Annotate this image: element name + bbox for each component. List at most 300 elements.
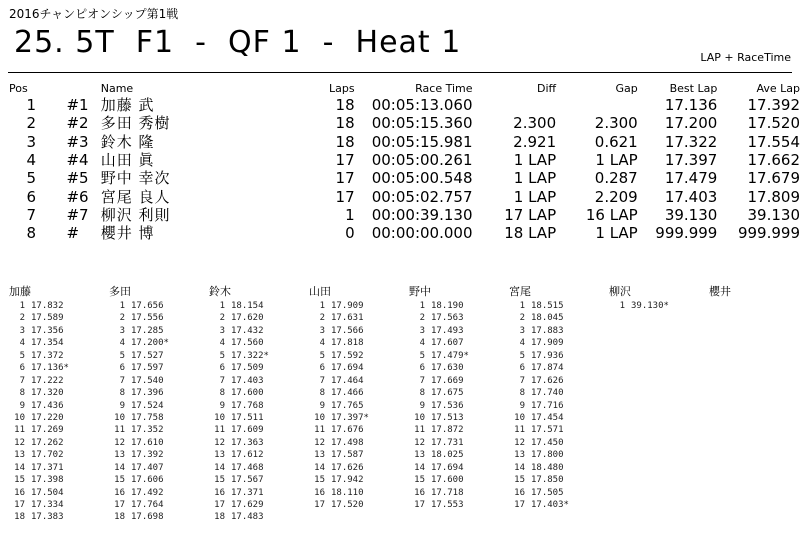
lap-time-entry xyxy=(209,362,304,374)
lap-time-entry xyxy=(409,474,504,486)
lap-number: 8 xyxy=(519,388,525,399)
lap-time: 17.629 xyxy=(231,500,264,510)
lap-time-entry xyxy=(509,387,604,399)
lap-time-entry xyxy=(209,337,304,349)
lap-time-entry xyxy=(209,387,304,399)
result-ave-lap: 17.554 xyxy=(747,132,800,151)
lap-number: 12 xyxy=(514,437,525,448)
lap-time: 17.511 xyxy=(231,412,264,423)
lap-time-entry xyxy=(309,350,404,362)
lap-time-entry xyxy=(409,499,504,511)
lap-time-entry xyxy=(409,300,504,312)
lap-time-entry xyxy=(109,325,204,337)
lap-time: 17.626 xyxy=(531,375,564,386)
lap-time: 17.571 xyxy=(531,425,564,436)
lap-time-entry xyxy=(9,412,104,424)
lap-column xyxy=(509,285,604,511)
lap-time: 17.698 xyxy=(131,512,164,523)
lap-number: 7 xyxy=(319,375,325,386)
result-gap: 2.300 xyxy=(594,114,638,133)
lap-number: 6 xyxy=(519,363,525,374)
lap-time-entry xyxy=(509,437,604,449)
event-name: 2016チャンピオンシップ第1戦 xyxy=(9,7,179,21)
lap-time: 17.436 xyxy=(31,400,64,411)
lap-time: 17.136* xyxy=(31,363,69,374)
lap-time: 17.396 xyxy=(131,388,164,399)
result-ave-lap: 39.130 xyxy=(747,205,800,224)
lap-number: 10 xyxy=(14,412,25,423)
lap-number: 16 xyxy=(414,487,425,498)
lap-time-entry xyxy=(309,412,404,424)
lap-time: 39.130* xyxy=(631,301,669,311)
result-race-time: 00:05:13.060 xyxy=(371,96,473,115)
lap-time: 17.454 xyxy=(531,412,564,423)
lap-number: 3 xyxy=(419,325,425,336)
lap-number: 5 xyxy=(519,350,525,361)
result-ave-lap: 17.392 xyxy=(747,96,800,115)
result-gap: 16 LAP xyxy=(585,205,638,224)
lap-time-entry xyxy=(309,337,404,349)
lap-number: 17 xyxy=(314,500,325,510)
lap-time-entry xyxy=(209,462,304,474)
lap-number: 9 xyxy=(219,400,225,411)
lap-time: 17.874 xyxy=(531,363,564,374)
lap-time: 17.363 xyxy=(231,437,264,448)
lap-time: 17.592 xyxy=(331,350,364,361)
lap-time: 18.190 xyxy=(431,301,464,311)
lap-number: 12 xyxy=(314,437,325,448)
lap-time-entry xyxy=(209,375,304,387)
lap-time-entry xyxy=(309,437,404,449)
lap-number: 11 xyxy=(214,425,225,436)
lap-number: 2 xyxy=(219,313,225,324)
result-position: 2 xyxy=(26,114,36,133)
lap-time-entry xyxy=(9,337,104,349)
lap-time: 17.606 xyxy=(131,475,164,486)
lap-time: 17.612 xyxy=(231,450,264,461)
lap-time-entry xyxy=(109,362,204,374)
column-header-laps: Laps xyxy=(329,82,355,95)
lap-number: 11 xyxy=(14,425,25,436)
lap-number: 16 xyxy=(14,487,25,498)
lap-time-entry xyxy=(509,499,604,511)
lap-time: 17.371 xyxy=(31,462,64,473)
lap-time: 17.631 xyxy=(331,313,364,324)
lap-number: 14 xyxy=(414,462,425,473)
result-laps: 18 xyxy=(335,114,355,133)
lap-time: 17.560 xyxy=(231,338,264,349)
lap-number: 8 xyxy=(119,388,125,399)
lap-time-entry xyxy=(109,449,204,461)
lap-number: 15 xyxy=(114,475,125,486)
lap-number: 9 xyxy=(19,400,25,411)
lap-time: 17.850 xyxy=(531,475,564,486)
lap-number: 1 xyxy=(419,301,425,311)
lap-number: 12 xyxy=(114,437,125,448)
lap-time: 17.607 xyxy=(431,338,464,349)
lap-time: 17.527 xyxy=(131,350,164,361)
result-gap xyxy=(556,96,638,114)
result-laps: 18 xyxy=(335,96,355,115)
lap-number: 11 xyxy=(514,425,525,436)
lap-time: 17.403 xyxy=(231,375,264,386)
result-diff: 2.300 xyxy=(513,114,557,133)
result-race-time: 00:05:02.757 xyxy=(371,187,473,206)
lap-time-entry xyxy=(109,350,204,362)
lap-number: 16 xyxy=(514,487,525,498)
lap-number: 10 xyxy=(414,412,425,423)
lap-number: 1 xyxy=(119,301,125,311)
result-car-number: #6 xyxy=(66,187,89,206)
lap-column xyxy=(409,285,504,511)
lap-number: 12 xyxy=(14,437,25,448)
result-gap: 1 LAP xyxy=(595,224,638,243)
lap-time-entry xyxy=(9,437,104,449)
result-best-lap: 17.403 xyxy=(664,187,718,206)
lap-time-entry xyxy=(609,300,704,312)
result-gap: 2.209 xyxy=(594,187,638,206)
lap-time: 17.718 xyxy=(431,487,464,498)
lap-time-entry xyxy=(109,375,204,387)
result-race-time: 00:00:39.130 xyxy=(371,205,473,224)
result-car-number: #5 xyxy=(66,169,89,188)
lap-number: 4 xyxy=(219,338,225,349)
result-race-time: 00:00:00.000 xyxy=(371,224,473,243)
lap-time: 17.479* xyxy=(431,350,469,361)
result-driver-name: 多田 秀樹 xyxy=(100,114,171,133)
lap-time: 17.483 xyxy=(231,512,264,523)
lap-time: 17.524 xyxy=(131,400,164,411)
lap-time-entry xyxy=(409,312,504,324)
lap-time: 17.513 xyxy=(431,412,464,423)
result-laps: 17 xyxy=(335,151,355,170)
lap-time-entry xyxy=(309,462,404,474)
result-best-lap: 39.130 xyxy=(664,205,718,224)
result-driver-name: 柳沢 利則 xyxy=(100,205,171,224)
lap-time: 18.515 xyxy=(531,301,564,311)
lap-number: 2 xyxy=(319,313,325,324)
lap-time: 17.694 xyxy=(331,363,364,374)
lap-time-entry xyxy=(309,474,404,486)
lap-number: 3 xyxy=(519,325,525,336)
lap-number: 18 xyxy=(214,512,225,523)
result-position: 4 xyxy=(26,151,36,170)
lap-time: 17.702 xyxy=(31,450,64,461)
result-position: 7 xyxy=(26,205,36,224)
lap-number: 7 xyxy=(519,375,525,386)
lap-time: 17.563 xyxy=(431,313,464,324)
lap-number: 11 xyxy=(414,425,425,436)
lap-time: 17.567 xyxy=(231,475,264,486)
result-car-number: #7 xyxy=(66,205,89,224)
lap-number: 13 xyxy=(514,450,525,461)
lap-time-entry xyxy=(409,362,504,374)
lap-number: 16 xyxy=(114,487,125,498)
result-row xyxy=(0,206,800,224)
lap-time: 17.468 xyxy=(231,462,264,473)
result-diff: 2.921 xyxy=(513,132,557,151)
lap-time: 17.716 xyxy=(531,400,564,411)
result-car-number: #3 xyxy=(66,132,89,151)
lap-column xyxy=(609,285,704,312)
lap-number: 5 xyxy=(219,350,225,361)
lap-number: 14 xyxy=(314,462,325,473)
result-position: 1 xyxy=(26,96,36,115)
lap-time: 17.403* xyxy=(531,500,569,510)
lap-time: 17.383 xyxy=(31,512,64,523)
lap-time: 17.597 xyxy=(131,363,164,374)
lap-number: 11 xyxy=(314,425,325,436)
lap-time: 17.556 xyxy=(131,313,164,324)
result-best-lap: 17.200 xyxy=(664,114,718,133)
lap-time: 18.480 xyxy=(531,462,564,473)
lap-time-entry xyxy=(509,400,604,412)
lap-number: 18 xyxy=(14,512,25,523)
lap-time-entry xyxy=(309,499,404,511)
lap-time-entry xyxy=(209,424,304,436)
lap-number: 8 xyxy=(219,388,225,399)
lap-number: 8 xyxy=(319,388,325,399)
lap-column xyxy=(309,285,404,511)
lap-number: 18 xyxy=(114,512,125,523)
result-row xyxy=(0,187,800,205)
lap-number: 1 xyxy=(519,301,525,311)
lap-time: 17.320 xyxy=(31,388,64,399)
lap-time-entry xyxy=(409,487,504,499)
lap-time-entry xyxy=(9,387,104,399)
result-row xyxy=(0,151,800,169)
lap-time-entry xyxy=(109,424,204,436)
lap-time: 17.566 xyxy=(331,325,364,336)
lap-time-entry xyxy=(9,424,104,436)
result-row xyxy=(0,114,800,132)
result-row xyxy=(0,96,800,114)
lap-time: 17.765 xyxy=(331,400,364,411)
lap-column-driver: 宮尾 xyxy=(509,285,531,298)
result-position: 3 xyxy=(26,132,36,151)
lap-time: 17.764 xyxy=(131,500,164,510)
lap-number: 14 xyxy=(214,462,225,473)
lap-number: 13 xyxy=(114,450,125,461)
lap-time-entry xyxy=(409,412,504,424)
result-race-time: 00:05:15.981 xyxy=(371,132,473,151)
result-car-number: # xyxy=(66,224,80,243)
result-laps: 1 xyxy=(345,205,355,224)
lap-time: 17.600 xyxy=(431,475,464,486)
lap-time-entry xyxy=(309,300,404,312)
lap-time: 17.262 xyxy=(31,437,64,448)
lap-time: 17.731 xyxy=(431,437,464,448)
result-best-lap: 17.322 xyxy=(664,132,718,151)
lap-number: 17 xyxy=(514,500,525,510)
result-row xyxy=(0,224,800,242)
lap-time: 17.509 xyxy=(231,363,264,374)
column-header-gap: Gap xyxy=(615,82,638,95)
lap-time-entry xyxy=(109,511,204,523)
lap-number: 13 xyxy=(14,450,25,461)
lap-time-entry xyxy=(9,487,104,499)
result-ave-lap: 17.662 xyxy=(747,151,800,170)
lap-time: 17.432 xyxy=(231,325,264,336)
lap-time-entry xyxy=(509,487,604,499)
lap-time-entry xyxy=(209,511,304,523)
lap-number: 14 xyxy=(514,462,525,473)
lap-time: 17.352 xyxy=(131,425,164,436)
lap-time: 17.200* xyxy=(131,338,169,349)
lap-time-entry xyxy=(9,499,104,511)
lap-time-entry xyxy=(509,362,604,374)
lap-time: 17.609 xyxy=(231,425,264,436)
lap-number: 6 xyxy=(119,363,125,374)
result-ave-lap: 17.679 xyxy=(747,169,800,188)
lap-time-entry xyxy=(509,375,604,387)
lap-time-entry xyxy=(309,424,404,436)
lap-number: 2 xyxy=(19,313,25,324)
lap-time-entry xyxy=(509,449,604,461)
lap-time: 17.818 xyxy=(331,338,364,349)
lap-time: 17.600 xyxy=(231,388,264,399)
lap-time: 17.676 xyxy=(331,425,364,436)
lap-time-entry xyxy=(109,312,204,324)
lap-number: 16 xyxy=(314,487,325,498)
lap-number: 6 xyxy=(319,363,325,374)
lap-time-entry xyxy=(209,437,304,449)
lap-number: 13 xyxy=(414,450,425,461)
lap-number: 2 xyxy=(519,313,525,324)
header-divider xyxy=(8,72,792,73)
lap-time-entry xyxy=(9,511,104,523)
lap-number: 17 xyxy=(114,500,125,510)
lap-time: 17.392 xyxy=(131,450,164,461)
lap-time-entry xyxy=(209,400,304,412)
lap-number: 14 xyxy=(14,462,25,473)
result-gap: 1 LAP xyxy=(595,151,638,170)
lap-time-entry xyxy=(409,375,504,387)
lap-number: 1 xyxy=(219,301,225,311)
lap-number: 3 xyxy=(219,325,225,336)
lap-time-entry xyxy=(309,362,404,374)
lap-number: 3 xyxy=(319,325,325,336)
lap-time: 17.285 xyxy=(131,325,164,336)
lap-time: 17.832 xyxy=(31,301,64,311)
lap-time: 17.800 xyxy=(531,450,564,461)
lap-time: 17.466 xyxy=(331,388,364,399)
lap-number: 4 xyxy=(519,338,525,349)
result-race-time: 00:05:00.261 xyxy=(371,151,473,170)
lap-time: 17.909 xyxy=(531,338,564,349)
lap-number: 10 xyxy=(214,412,225,423)
lap-number: 4 xyxy=(419,338,425,349)
lap-time-entry xyxy=(209,449,304,461)
lap-number: 8 xyxy=(419,388,425,399)
lap-time-entry xyxy=(9,474,104,486)
lap-time-entry xyxy=(9,312,104,324)
lap-number: 5 xyxy=(19,350,25,361)
lap-time: 18.154 xyxy=(231,301,264,311)
lap-number: 15 xyxy=(14,475,25,486)
lap-time: 17.536 xyxy=(431,400,464,411)
column-header-number xyxy=(62,82,100,96)
lap-time: 17.520 xyxy=(331,500,364,510)
lap-number: 13 xyxy=(214,450,225,461)
lap-time-entry xyxy=(9,449,104,461)
lap-number: 1 xyxy=(319,301,325,311)
lap-time: 17.464 xyxy=(331,375,364,386)
lap-number: 2 xyxy=(119,313,125,324)
lap-time-entry xyxy=(309,387,404,399)
result-gap: 0.621 xyxy=(594,132,638,151)
lap-time-entry xyxy=(309,449,404,461)
result-laps: 17 xyxy=(335,187,355,206)
lap-time-entry xyxy=(109,400,204,412)
lap-time: 17.872 xyxy=(431,425,464,436)
lap-number: 6 xyxy=(219,363,225,374)
lap-time-entry xyxy=(309,375,404,387)
result-diff: 17 LAP xyxy=(504,205,557,224)
lap-number: 10 xyxy=(514,412,525,423)
lap-time: 17.322* xyxy=(231,350,269,361)
result-position: 8 xyxy=(26,224,36,243)
lap-number: 7 xyxy=(219,375,225,386)
lap-column-driver: 鈴木 xyxy=(209,285,231,298)
lap-number: 13 xyxy=(314,450,325,461)
lap-number: 3 xyxy=(19,325,25,336)
lap-time: 17.936 xyxy=(531,350,564,361)
result-row xyxy=(0,169,800,187)
lap-time-entry xyxy=(9,300,104,312)
lap-time-entry xyxy=(109,300,204,312)
lap-time-entry xyxy=(409,449,504,461)
lap-number: 17 xyxy=(14,500,25,510)
lap-number: 12 xyxy=(214,437,225,448)
result-driver-name: 山田 眞 xyxy=(100,151,155,170)
lap-time-entry xyxy=(109,337,204,349)
lap-number: 5 xyxy=(319,350,325,361)
lap-number: 12 xyxy=(414,437,425,448)
result-position: 6 xyxy=(26,187,36,206)
results-header-row xyxy=(0,82,800,96)
lap-number: 7 xyxy=(119,375,125,386)
lap-time-entry xyxy=(109,387,204,399)
lap-number: 8 xyxy=(19,388,25,399)
lap-time: 17.492 xyxy=(131,487,164,498)
lap-number: 17 xyxy=(414,500,425,510)
result-position: 5 xyxy=(26,169,36,188)
result-ave-lap: 999.999 xyxy=(737,224,800,243)
result-ave-lap: 17.809 xyxy=(747,187,800,206)
lap-column-driver: 山田 xyxy=(309,285,331,298)
lap-time: 17.504 xyxy=(31,487,64,498)
lap-time-entry xyxy=(209,499,304,511)
column-header-ave-lap: Ave Lap xyxy=(756,82,800,95)
result-race-time: 00:05:00.548 xyxy=(371,169,473,188)
lap-column-driver: 野中 xyxy=(409,285,431,298)
lap-time-entry xyxy=(409,337,504,349)
lap-time-entry xyxy=(409,437,504,449)
lap-time: 18.045 xyxy=(531,313,564,324)
result-diff: 18 LAP xyxy=(504,224,557,243)
lap-number: 15 xyxy=(414,475,425,486)
lap-number: 6 xyxy=(419,363,425,374)
result-laps: 0 xyxy=(345,224,355,243)
lap-number: 5 xyxy=(119,350,125,361)
lap-time: 17.356 xyxy=(31,325,64,336)
lap-time-entry xyxy=(209,312,304,324)
lap-column-driver: 櫻井 xyxy=(709,285,731,298)
lap-time-entry xyxy=(509,312,604,324)
lap-time-entry xyxy=(509,300,604,312)
lap-time-entry xyxy=(109,487,204,499)
